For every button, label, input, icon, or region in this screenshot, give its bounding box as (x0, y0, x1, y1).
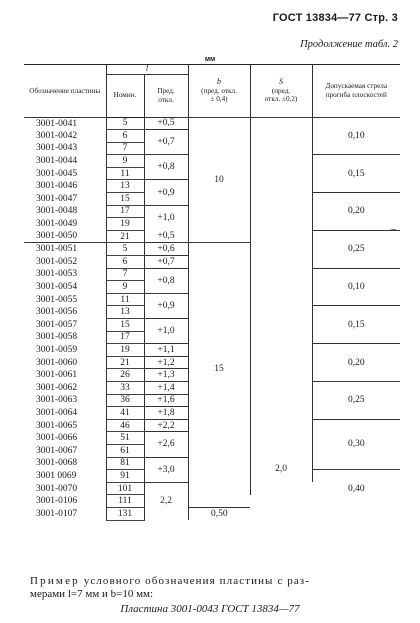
designation-cell: 3001-0066 (24, 432, 106, 445)
deviation-cell: +1,0 (144, 319, 188, 344)
nominal-length-cell: 19 (106, 344, 144, 357)
nominal-length-cell: 5 (106, 117, 144, 130)
header-l-nominal: Номин. (106, 74, 144, 117)
deviation-cell: +2,2 (144, 419, 188, 432)
deviation-cell: +1,6 (144, 394, 188, 407)
page-number: Стр. 3 (364, 12, 398, 24)
designation-cell: 3001-0058 (24, 331, 106, 344)
example-lead: Пример (30, 575, 80, 587)
deviation-cell: +3,0 (144, 457, 188, 482)
nominal-length-cell: 51 (106, 432, 144, 445)
nominal-length-cell: 7 (106, 142, 144, 155)
width-b-cell: 10 (188, 117, 250, 243)
nominal-length-cell: 15 (106, 193, 144, 206)
deviation-cell: +0,8 (144, 155, 188, 180)
table-row (24, 117, 400, 130)
page-header (273, 12, 398, 24)
header-s-tolerance: (пред. откл. ±0,2) (264, 86, 298, 103)
deviation-cell: +1,3 (144, 369, 188, 382)
width-b-cell: 15 (188, 243, 250, 495)
designation-cell: 3001-0052 (24, 256, 106, 269)
nominal-length-cell: 26 (106, 369, 144, 382)
designation-cell: 3001-0067 (24, 444, 106, 457)
header-l-deviation: Пред. откл. (144, 74, 188, 117)
designation-cell: 3001-0048 (24, 205, 106, 218)
nominal-length-cell: 46 (106, 419, 144, 432)
deviation-cell: +1,4 (144, 381, 188, 394)
example-rest: условного обозначения пластины с раз- (79, 575, 311, 587)
table-continuation-label: Продолжение табл. 2 (300, 39, 398, 50)
sag-cell: 0,10 (312, 268, 400, 306)
header-designation: Обозначение пластины (24, 65, 106, 118)
designation-cell: 3001-0064 (24, 407, 106, 420)
designation-cell: 3001-0056 (24, 306, 106, 319)
nominal-length-cell: 6 (106, 130, 144, 143)
designation-cell: 3001-0049 (24, 218, 106, 231)
nominal-length-cell: 9 (106, 281, 144, 294)
designation-cell: 3001 0069 (24, 470, 106, 483)
nominal-length-cell: 5 (106, 243, 144, 256)
nominal-length-cell: 41 (106, 407, 144, 420)
nominal-length-cell: 81 (106, 457, 144, 470)
header-s (250, 65, 312, 118)
designation-cell: 3001-0054 (24, 281, 106, 294)
designation-cell: 3001-0107 (24, 507, 106, 520)
designation-cell: 3001-0061 (24, 369, 106, 382)
nominal-length-cell: 91 (106, 470, 144, 483)
table-row (24, 507, 400, 520)
designation-cell: 3001-0041 (24, 117, 106, 130)
margin-mark: – (391, 224, 396, 235)
nominal-length-cell: 13 (106, 306, 144, 319)
deviation-cell: +1,2 (144, 356, 188, 369)
nominal-length-cell: 111 (106, 495, 144, 508)
designation-cell: 3001-0046 (24, 180, 106, 193)
unit-label: мм (204, 56, 216, 63)
designation-cell: 3001-0053 (24, 268, 106, 281)
nominal-length-cell: 36 (106, 394, 144, 407)
designation-cell: 3001-0051 (24, 243, 106, 256)
sag-cell: 0,40 (312, 470, 400, 508)
sag-cell: 0,30 (312, 419, 400, 469)
nominal-length-cell: 33 (106, 381, 144, 394)
deviation-cell: +0,5 (144, 117, 188, 130)
nominal-length-cell: 9 (106, 155, 144, 168)
nominal-length-cell: 17 (106, 331, 144, 344)
sag-cell: 0,10 (312, 117, 400, 155)
sag-cell: 0,20 (312, 193, 400, 231)
deviation-cell: +1,0 (144, 205, 188, 230)
deviation-cell: +1,1 (144, 344, 188, 357)
designation-cell: 3001-0070 (24, 482, 106, 495)
deviation-cell: +0,6 (144, 243, 188, 256)
standard-number: ГОСТ 13834—77 (272, 12, 362, 24)
deviation-cell: +0,9 (144, 293, 188, 318)
designation-cell: 3001-0062 (24, 381, 106, 394)
designation-cell: 3001-0063 (24, 394, 106, 407)
deviation-cell: +0,9 (144, 180, 188, 205)
nominal-length-cell: 61 (106, 444, 144, 457)
header-l: l (106, 65, 188, 75)
nominal-length-cell: 11 (106, 293, 144, 306)
thickness-s-cell: 2,0 (250, 117, 312, 482)
nominal-length-cell: 21 (106, 230, 144, 243)
table-body (24, 117, 400, 520)
example-line-1 (30, 575, 310, 587)
designation-cell: 3001-0060 (24, 356, 106, 369)
nominal-length-cell: 21 (106, 356, 144, 369)
header-b-tolerance: (пред. откл. ± 0,4) (201, 86, 237, 103)
sag-cell: 0,50 (188, 507, 250, 520)
deviation-cell: +2,6 (144, 432, 188, 457)
designation-cell: 3001-0055 (24, 293, 106, 306)
sag-cell: 0,25 (312, 381, 400, 419)
sag-cell: 0,15 (312, 155, 400, 193)
nominal-length-cell: 19 (106, 218, 144, 231)
header-b-symbol: b (217, 77, 222, 86)
deviation-cell: +0,5 (144, 230, 188, 243)
designation-cell: 3001-0065 (24, 419, 106, 432)
deviation-cell: +0,7 (144, 130, 188, 155)
sag-cell: 0,15 (312, 306, 400, 344)
designation-cell: 3001-0045 (24, 167, 106, 180)
nominal-length-cell: 7 (106, 268, 144, 281)
deviation-cell: +0,8 (144, 268, 188, 293)
designation-cell: 3001-0047 (24, 193, 106, 206)
nominal-length-cell: 101 (106, 482, 144, 495)
nominal-length-cell: 131 (106, 507, 144, 520)
thickness-s-cell: 2,2 (144, 482, 188, 520)
designation-cell: 3001-0068 (24, 457, 106, 470)
designation-cell: 3001-0042 (24, 130, 106, 143)
designation-cell: 3001-0044 (24, 155, 106, 168)
sag-cell: 0,25 (312, 230, 400, 268)
deviation-cell: +1,8 (144, 407, 188, 420)
deviation-cell: +0,7 (144, 256, 188, 269)
header-s-symbol: S (279, 77, 284, 86)
nominal-length-cell: 15 (106, 319, 144, 332)
nominal-length-cell: 17 (106, 205, 144, 218)
designation-cell: 3001-0043 (24, 142, 106, 155)
designation-cell: 3001-0106 (24, 495, 106, 508)
header-sag: Допускаемая стрела прогиба плоскостей (325, 82, 388, 99)
sag-cell: 0,20 (312, 344, 400, 382)
designation-cell: 3001-0059 (24, 344, 106, 357)
header-b (188, 65, 250, 118)
designation-cell: 3001-0050 (24, 230, 106, 243)
nominal-length-cell: 11 (106, 167, 144, 180)
nominal-length-cell: 6 (106, 256, 144, 269)
nominal-length-cell: 13 (106, 180, 144, 193)
dimensions-table (24, 64, 400, 521)
designation-cell: 3001-0057 (24, 319, 106, 332)
example-line-2: мерами l=7 мм и b=10 мм: (30, 588, 154, 600)
example-designation: Пластина 3001-0043 ГОСТ 13834—77 (120, 603, 300, 615)
